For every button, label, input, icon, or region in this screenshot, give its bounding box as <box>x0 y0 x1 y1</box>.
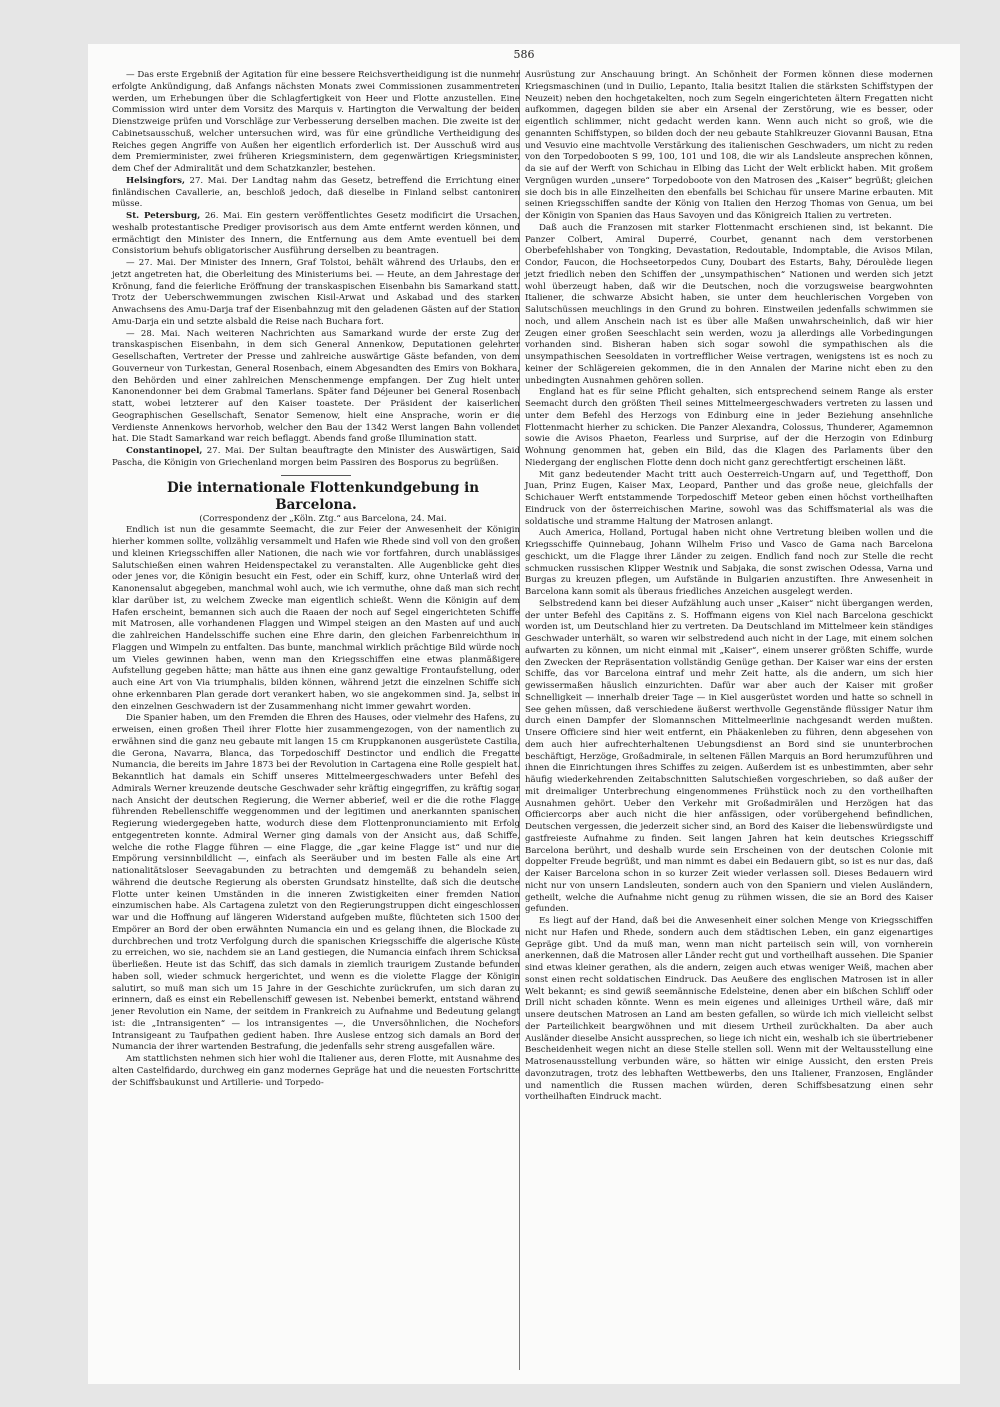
paragraph: Am stattlichsten nehmen sich hier wohl die Italiener aus, deren Flotte, mit Ausnahme des alten Castelfidardo, durchweg ein ganz modernes Gepräge hat und die neuesten Fortschritte der Schiffsbaukunst und Artillerie- und Torpedo- <box>112 1054 520 1088</box>
paragraph: — Das erste Ergebniß der Agitation für eine bessere Reichsvertheidigung ist die nunmehr erfolgte Ankündigung, daß Anfangs nächsten Monats zwei Commissionen zusammentreten werden, um Erhebungen über die Schlagfertigkeit von Heer und Flotte anzustellen. Eine Commission wird unter dem Vorsitz des Marquis v. Hartington die Verwaltung der beiden Dienstzweige prüfen und Vorschläge zur Verbesserung derselben machen. Die zweite ist der Cabinetsausschuß, welcher untersuchen wird, was für eine gründliche Vertheidigung des Reiches gegen Angriffe von Außen her eigentlich erforderlich ist. Der Ausschuß wird aus dem Premierminister, zwei früheren Kriegsministern, dem gegenwärtigen Kriegsminister, dem Chef der Admiralität und dem Schatzkanzler, bestehen. <box>112 70 520 174</box>
dateline: Helsingfors, <box>126 175 185 186</box>
page-number: 586 <box>513 48 535 61</box>
paragraph <box>112 446 520 470</box>
paragraph: Ausrüstung zur Anschauung bringt. An Schönheit der Formen können diese modernen Kriegsmaschinen (und in Duilio, Lepanto, Italia besitzt Italien die stärksten Schiffstypen der Neuzeit) neben den hochgetakelten, noch zum Segeln eingerichteten ältern Fregatten nicht aufkommen, dagegen bilden sie aber ein Arsenal der Zerstörung, wie es besser, oder eigentlich schlimmer, nicht gedacht werden kann. Wenn auch nicht so groß, wie die genannten Schiffstypen, so bilden doch der neu gebaute Stahlkreuzer Giovanni Bausan, Etna und Vesuvio eine machtvolle Verstärkung des italienischen Geschwaders, um nicht zu reden von den Torpedobooten S 99, 100, 101 und 108, die wir als Landsleute ansprechen können, da sie auf der Werft von Schichau in Elbing das Licht der Welt erblickt haben. Mit großem Vergnügen wurden „unsere“ Torpedoboote von den Matrosen des „Kaiser“ begrüßt; gleichen sie doch bis in alle Einzelheiten den ebenfalls bei Schichau für unsere Marine erbauten. Mit seinen Kriegsschiffen sandte der König von Italien den Herzog Thomas von Genua, um bei der Königin von Spanien das Haus Savoyen und das Königreich Italien zu vertreten. <box>525 70 933 221</box>
paragraph: — 28. Mai. Nach weiteren Nachrichten aus Samarkand wurde der erste Zug der transkaspischen Eisenbahn, in dem sich General Annenkow, Deputationen gelehrter Gesellschaften, Vertreter der Presse und zahlreiche auswärtige Gäste befanden, von dem Gouverneur von Turkestan, General Rosenbach, einem Abgesandten des Emirs von Bokhara, den Behörden und einer zahlreichen Menschenmenge empfangen. Der Zug hielt unter Kanonendonner bei dem Grabmal Tamerlans. Später fand Déjeuner bei General Rosenbach statt, wobei letzterer auf den Kaiser toastete. Der Präsident der kaiserlichen Geographischen Gesellschaft, Senator Semenow, hielt eine Ansprache, worin er die Verdienste Annenkows hervorhob, welcher den Bau der 1342 Werst langen Bahn vollendet hat. Die Stadt Samarkand war reich beflaggt. Abends fand große Illumination statt. <box>112 328 520 445</box>
paragraph: Die Spanier haben, um den Fremden die Ehren des Hauses, oder vielmehr des Hafens, zu erweisen, einen großen Theil ihrer Flotte hier zusammengezogen, von der namentlich zu erwähnen sind die ganz neu gebaute mit langen 15 cm Kruppkanonen ausgerüstete Castilia, die Gerona, Navarra, Blanca, das Torpedoschiff Destinctor und endlich die Fregatte Numancia, die bereits im Jahre 1873 bei der Revolution in Cartagena eine Rolle gespielt hat. Bekanntlich hat damals ein Schiff unseres Mittelmeergeschwaders unter Befehl des Admirals Werner kreuzende deutsche Geschwader sehr kräftig eingegriffen, zu kräftig sogar nach Ansicht der deutschen Regierung, die Werner abberief, weil er die die rothe Flagge führenden Rebellenschiffe weggenommen und der legitimen und anerkannten spanischen Regierung wiedergegeben hatte, wodurch diese dem Flottenpronunciamiento mit Erfolg entgegentreten konnte. Admiral Werner ging damals von der Ansicht aus, daß Schiffe, welche die rothe Flagge führen — eine Flagge, die „gar keine Flagge ist“ und nur die Empörung versinnbildlicht —, einfach als Seeräuber und im besten Falle als eine Art nationalitätsloser Seevagabunden zu betrachten und demgemäß zu behandeln seien, während die deutsche Regierung als obersten Grundsatz hinstellte, daß sich die deutsche Flotte unter keinen Umständen in die inneren Zwistigkeiten einer fremden Nation einzumischen habe. Als Cartagena zuletzt von den Regierungstruppen dicht eingeschlossen war und die Hoffnung auf längeren Widerstand aufgeben mußte, flüchteten sich 1500 der Empörer an Bord der oben erwähnten Numancia ein und es gelang ihnen, die Blockade zu durchbrechen und trotz Verfolgung durch die spanischen Kriegsschiffe die algerische Küste zu erreichen, wo sie, nachdem sie an Land gestiegen, die Numancia einfach ihrem Schicksal überließen. Heute ist das Schiff, das sich damals in ziemlich traurigem Zustande befunden haben soll, wieder schmuck hergerichtet, und wenn es die violette Flagge der Königin salutirt, so muß man sich um 15 Jahre in der Geschichte zurückrufen, um sich daran zu erinnern, daß es einst ein Rebellenschiff gewesen ist. Nebenbei bemerkt, entstand während jener Revolution ein Name, der seitdem in Frankreich zu Aufnahme und Bedeutung gelangt ist: die „Intransigenten“ — los intransigentes —, die Unversöhnlichen, die Nochefors Intransigeant zu Taufpathen gedient haben. Ihre Auslese entzog sich damals an Bord der Numancia der ihrer wartenden Bestrafung, die jedenfalls sehr streng ausgefallen wäre. <box>112 713 520 1053</box>
paragraph: Mit ganz bedeutender Macht tritt auch Oesterreich-Ungarn auf, und Tegetthoff, Don Juan, Prinz Eugen, Kaiser Max, Leopard, Panther und das große neue, gleichfalls der Schichauer Werft entstammende Torpedoschiff Meteor geben einen höchst vortheilhaften Eindruck von der österreichischen Marine, sowohl was das Schiffsmaterial als was die soldatische und stramme Haltung der Matrosen anlangt. <box>525 469 933 527</box>
paragraph <box>112 176 520 211</box>
paragraph: Daß auch die Franzosen mit starker Flottenmacht erschienen sind, ist bekannt. Die Panzer Colbert, Amiral Duperré, Courbet, genannt nach dem verstorbenen Oberbefehlshaber von Tongking, Devastation, Redoutable, Indomptable, die Avisos Milan, Condor, Faucon, die Hochseetorpedos Cuny, Doubart des Estarts, Bahy, Déroulède liegen jetzt friedlich neben den Schiffen der „unsympathischen“ Nationen und werden sich jetzt wohl überzeugt haben, daß wir die Deutschen, noch die vorzugsweise beargwohnten Italiener, die schwarze Absicht haben, sie unter dem heuchlerischen Vorgeben von Salutschüssen meuchlings in den Grund zu bohren. Einstweilen jedenfalls schwimmen sie noch, und allem Anschein nach ist es über alle Maßen unwahrscheinlich, daß wir hier Zeugen einer großen Seeschlacht sein werden, wozu ja allerdings alle Vorbedingungen vorhanden sind. Bisheran haben sich sogar sowohl die sympathischen als die unsympathischen Seesoldaten in vortrefflicher Weise vertragen, wenigstens ist es noch zu keiner der Schlägereien gekommen, die in den Annalen der Marine nicht eben zu den unbedingten Ausnahmen gehören sollen. <box>525 222 933 386</box>
paragraph <box>112 211 520 258</box>
paragraph: England hat es für seine Pflicht gehalten, sich entsprechend seinem Range als erster Seemacht durch den größten Theil seines Mittelmeergeschwaders vertreten zu lassen und unter dem Befehl des Herzogs von Edinburg eine in jeder Beziehung ansehnliche Flottenmacht hierher zu schicken. Die Panzer Alexandra, Colossus, Thunderer, Agamemnon sowie die Avisos Phaeton, Fearless und Surprise, auf der die Herzogin von Edinburg Wohnung genommen hat, geben ein Bild, das die Klagen des Parlaments über den Niedergang der englischen Flotte denn doch nicht ganz gerechtfertigt erscheinen läßt. <box>525 387 933 468</box>
paragraph: — 27. Mai. Der Minister des Innern, Graf Tolstoi, behält während des Urlaubs, den er jetzt angetreten hat, die Oberleitung des Ministeriums bei. — Heute, an dem Jahrestage der Krönung, fand die feierliche Eröffnung der transkaspischen Eisenbahn bis Samarkand statt. Trotz der Ueberschwemmungen zwischen Kisil-Arwat und Askabad und des starken Anwachsens des Amu-Darja traf der Eisenbahnzug mit den geladenen Gästen auf der Station Amu-Darja ein und setzte alsbald die Reise nach Buchara fort. <box>112 258 520 327</box>
article-headline: Die internationale Flottenkundgebung in Barcelona. <box>166 479 480 513</box>
paragraph: Es liegt auf der Hand, daß bei die Anwesenheit einer solchen Menge von Kriegsschiffen nicht nur Hafen und Rhede, sondern auch dem städtischen Leben, ein ganz eigenartiges Gepräge gibt. Und da muß man, wenn man nicht parteiisch sein will, von vornherein anerkennen, daß die Matrosen aller Länder recht gut und vortheilhaft aussehen. Die Spanier sind etwas kleiner gerathen, als die andern, zeigen auch etwas weniger Weiß, machen aber sonst einen recht soldatischen Eindruck. Das Aeußere des englischen Matrosen ist in aller Welt bekannt; es sind gewiß seemännische Edelsteine, denen aber ein bißchen Schliff oder Drill nicht schaden könnte. Wenn es mein eigenes und alleiniges Urtheil wäre, daß mir unsere deutschen Matrosen an Land am besten gefallen, so würde ich mich vielleicht selbst der Parteilichkeit beargwöhnen und mit diesem Urtheil zurückhalten. Da aber auch Ausländer dieselbe Ansicht aussprechen, so liege ich nicht ein, weshalb ich sie übertriebener Bescheidenheit wegen nicht an diese Stelle stellen soll. Wenn mit der Weltausstellung eine Matrosenausstellung verbunden wäre, so hätten wir einige Aussicht, den ersten Preis davonzutragen, trotz des lebhaften Wettbewerbs, den uns Italiener, Franzosen, Engländer und namentlich die Russen machen würden, deren Schiffsbesatzung einen sehr vortheilhaften Eindruck macht. <box>525 916 933 1103</box>
article-byline: (Correspondenz der „Köln. Ztg.“ aus Barcelona, 24. Mai. <box>199 513 447 524</box>
paragraph-text: 27. Mai. Der Sultan beauftragte den Minister des Auswärtigen, Said Pascha, die Königin von Griechenland morgen beim Passiren des Bosporus zu begrüßen. <box>112 446 520 468</box>
paragraph-text: 26. Mai. Ein gestern veröffentlichtes Gesetz modificirt die Ursachen, weshalb protestantische Prediger provisorisch aus dem Amte entfernt werden können, und ermächtigt den Minister des Innern, die Entfernung aus dem Amte eventuell bei dem Consistorium behufs obligatorischer Ausführung derselben zu beantragen. <box>112 211 520 257</box>
paragraph: Endlich ist nun die gesammte Seemacht, die zur Feier der Anwesenheit der Königin hierher kommen sollte, vollzählig versammelt und Hafen wie Rhede sind voll von den großen und kleinen Kriegsschiffen aller Nationen, die nach wie vor fortfahren, durch unablässiges Salutschießen einen wahren Heidenspectakel zu veranstalten. Alle Augenblicke geht dies oder jenes vor, die Königin besucht ein Fest, oder ein Schiff, kurz, ohne Unterlaß wird der Kanonensalut abgegeben, manchmal wohl auch, wie ich vermuthe, ohne daß man sich recht klar darüber ist, zu welchem Zwecke man eigentlich schießt. Wenn die Königin auf dem Hafen erscheint, bemannen sich auch die Raaen der noch auf Segel eingerichteten Schiffe mit Matrosen, alle vorhandenen Flaggen und Wimpel steigen an den Masten auf und auch die zahlreichen Handelsschiffe suchen eine Ehre darin, den gleichen Farbenreichthum in Flaggen und Wimpeln zu entfalten. Das bunte, manchmal wirklich prächtige Bild würde noch um Vieles gewinnen haben, wenn man den Kriegsschiffen eine etwas planmäßigere Aufstellung gegeben hätte; man hätte aus ihnen eine ganz gewaltige Frontaufstellung, oder auch eine Art von Via triumphalis, bilden können, während jetzt die einzelnen Schiffe sich ohne erkennbaren Plan gerade dort verankert haben, wo sie angekommen sind. Ja, selbst in den einzelnen Geschwadern ist der Zusammenhang nicht immer gewahrt worden. <box>112 525 520 712</box>
right-column <box>525 70 933 1104</box>
dateline: St. Petersburg, <box>126 211 201 221</box>
section-rule <box>281 475 351 476</box>
paragraph-text: 27. Mai. Der Landtag nahm das Gesetz, betreffend die Errichtung einer finländischen Cavallerie, an, beschloß jedoch, daß dieselbe in Finland selbst cantoniren müsse. <box>112 175 520 210</box>
paragraph: Auch America, Holland, Portugal haben nicht ohne Vertretung bleiben wollen und die Kriegsschiffe Quinnebaug, Johann Wilhelm Friso und Vasco de Gama nach Barcelona geschickt, um die Flagge ihrer Länder zu zeigen. Endlich fand noch zur Stelle die recht schmucken russischen Klipper Westnik und Sabjaka, die sonst zwischen Odessa, Varna und Burgas zu kreuzen pflegen, um Aufstände in Bulgarien anzustiften. Ihre Anwesenheit in Barcelona kann somit als überaus friedliches Anzeichen ausgelegt werden. <box>525 528 933 597</box>
paragraph: Selbstredend kann bei dieser Aufzählung auch unser „Kaiser“ nicht übergangen werden, der unter Befehl des Capitäns z. S. Hoffmann eigens von Kiel nach Barcelona geschickt worden ist, um Deutschland hier zu vertreten. Da Deutschland im Mittelmeer kein ständiges Geschwader unterhält, so waren wir selbstredend auch nicht in der Lage, mit einem solchen aufwarten zu können, um nicht einmal mit „Kaiser“, einem unserer größten Schiffe, wurde den Zwecken der Repräsentation vollständig Genüge gethan. Der Kaiser war eins der ersten Schiffe, das vor Barcelona eintraf und mehr Zeit hatte, als die andern, um sich hier gewissermaßen häuslich einzurichten. Dafür war aber auch der Kaiser mit großer Schnelligkeit — innerhalb dreier Tage — in Kiel ausgerüstet worden und hatte so schnell in See gehen müssen, daß verschiedene äußerst werthvolle Gegenstände flüssiger Natur ihm durch einen Dampfer der Slomannschen Mittelmeerlinie nachgesandt werden mußten. Unsere Officiere sind hier weit entfernt, ein Phäakenleben zu führen, denn abgesehen von dem auch hier aufrechterhaltenen Uebungsdienst an Bord sind sie ununterbrochen beschäftigt, Herzöge, Großadmirale, in seltenen Fällen Marquis an Bord herumzuführen und ihnen die Einrichtungen ihres Schiffes zu zeigen. Außerdem ist es unbestimmten, aber sehr häufig wiederkehrenden Zeitabschnitten Salutschießen vorgeschrieben, so daß außer der mit dreimaliger Unterbrechung eingenommenes Frühstück noch zu den vortheilhaften Ausnahmen gehört. Ueber den Verkehr mit Großadmirälen und Herzögen hat das Officiercorps aber auch nicht die hier anfässigen, oder vorübergehend befindlichen, Deutschen vergessen, die jederzeit sicher sind, an Bord des Kaiser die liebenswürdigste und gastfreieste Aufnahme zu finden. Seit langen Jahren hat kein deutsches Kriegsschiff Barcelona berührt, und deshalb wurde sein Erscheinen von der deutschen Colonie mit doppelter Freude begrüßt, und man nimmt es dabei ein Bedauern gibt, so ist es nur das, daß der Kaiser Barcelona schon in so kurzer Zeit wieder verlassen soll. Dieses Bedauern wird nicht nur von unsern Landsleuten, sondern auch von den Spaniern und vielen Ausländern, getheilt, welche die Aufnahme nicht genug zu rühmen wissen, die sie an Bord des Kaiser gefunden. <box>525 598 933 915</box>
left-column <box>112 70 520 1089</box>
dateline: Constantinopel, <box>126 446 203 456</box>
newspaper-page <box>88 44 960 1384</box>
